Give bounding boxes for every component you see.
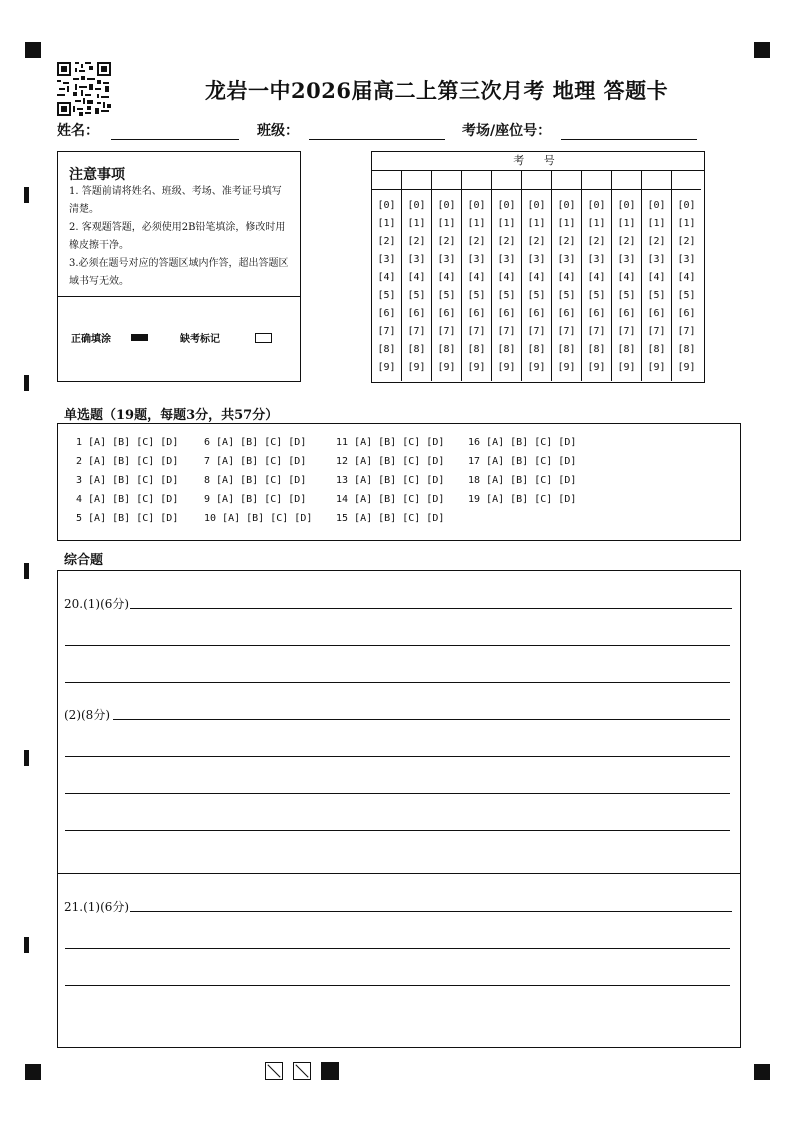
timing-mark <box>24 187 29 203</box>
exam-digit-bubble[interactable]: [6] <box>587 308 606 319</box>
exam-digit-bubble[interactable]: [1] <box>557 218 576 229</box>
exam-digit-bubble[interactable]: [0] <box>377 200 396 211</box>
exam-digit-bubble[interactable]: [7] <box>437 326 456 337</box>
mcq-question-14[interactable]: 14 [A] [B] [C] [D] <box>336 494 445 505</box>
exam-digit-bubble[interactable]: [9] <box>647 362 666 373</box>
exam-number-write-box[interactable] <box>432 171 461 190</box>
comprehensive-answer-area[interactable] <box>57 570 741 1048</box>
exam-digit-bubble[interactable]: [2] <box>617 236 636 247</box>
name-blank[interactable] <box>111 127 239 140</box>
exam-digit-bubble[interactable]: [5] <box>587 290 606 301</box>
exam-digit-bubble[interactable]: [4] <box>467 272 486 283</box>
exam-digit-bubble[interactable]: [9] <box>557 362 576 373</box>
exam-number-column <box>642 171 671 381</box>
exam-digit-bubble[interactable]: [0] <box>527 200 546 211</box>
exam-digit-bubble[interactable]: [3] <box>437 254 456 265</box>
exam-number-write-box[interactable] <box>672 171 701 190</box>
exam-digit-bubble[interactable]: [0] <box>587 200 606 211</box>
exam-digit-bubble[interactable]: [0] <box>467 200 486 211</box>
room-seat-field[interactable] <box>462 120 697 140</box>
mcq-answer-area <box>57 423 741 541</box>
exam-digit-bubble[interactable]: [5] <box>497 290 516 301</box>
mcq-question-12[interactable]: 12 [A] [B] [C] [D] <box>336 456 445 467</box>
exam-number-write-box[interactable] <box>492 171 521 190</box>
answer-line[interactable] <box>65 985 730 986</box>
timing-mark <box>24 937 29 953</box>
exam-digit-bubble[interactable]: [6] <box>407 308 426 319</box>
mcq-question-4[interactable]: 4 [A] [B] [C] [D] <box>76 494 179 505</box>
class-label: 班级： <box>257 123 299 139</box>
exam-digit-bubble[interactable]: [2] <box>527 236 546 247</box>
exam-digit-bubble[interactable]: [6] <box>677 308 696 319</box>
answer-line[interactable] <box>130 608 732 609</box>
name-label: 姓名： <box>57 123 99 139</box>
note-item: 1. 答题前请将姓名、班级、考场、准考证号填写清楚。 <box>69 186 282 215</box>
column-divider <box>401 171 402 381</box>
answer-line[interactable] <box>65 793 730 794</box>
filled-box-icon <box>321 1062 339 1080</box>
correct-fill-label: 正确填涂 <box>71 334 111 345</box>
column-divider <box>551 171 552 381</box>
exam-number-column <box>402 171 431 381</box>
page-title: 龙岩一中2026届高二上第三次月考 地理 答题卡 <box>205 78 669 103</box>
comprehensive-heading: 综合题 <box>64 553 104 568</box>
notes-heading: 注意事项 <box>69 167 125 183</box>
mcq-question-11[interactable]: 11 [A] [B] [C] [D] <box>336 437 445 448</box>
question-20-2-label: (2)(8分) <box>64 708 110 722</box>
exam-digit-bubble[interactable]: [1] <box>407 218 426 229</box>
exam-digit-bubble[interactable]: [8] <box>557 344 576 355</box>
exam-digit-bubble[interactable]: [4] <box>497 272 516 283</box>
exam-digit-bubble[interactable]: [4] <box>377 272 396 283</box>
mcq-question-13[interactable]: 13 [A] [B] [C] [D] <box>336 475 445 486</box>
exam-digit-bubble[interactable]: [3] <box>527 254 546 265</box>
page-marker-boxes <box>265 1062 345 1082</box>
mcq-question-9[interactable]: 9 [A] [B] [C] [D] <box>204 494 307 505</box>
notes-box <box>57 151 301 382</box>
exam-digit-bubble[interactable]: [0] <box>647 200 666 211</box>
exam-number-write-box[interactable] <box>522 171 551 190</box>
exam-digit-bubble[interactable]: [9] <box>497 362 516 373</box>
exam-digit-bubble[interactable]: [4] <box>587 272 606 283</box>
exam-digit-bubble[interactable]: [3] <box>377 254 396 265</box>
exam-digit-bubble[interactable]: [3] <box>677 254 696 265</box>
answer-line[interactable] <box>65 682 730 683</box>
corner-marker-top-right <box>754 42 770 58</box>
answer-line[interactable] <box>65 756 730 757</box>
answer-line[interactable] <box>65 645 730 646</box>
exam-digit-bubble[interactable]: [4] <box>527 272 546 283</box>
corner-marker-top-left <box>25 42 41 58</box>
exam-number-column <box>492 171 521 381</box>
exam-digit-bubble[interactable]: [4] <box>617 272 636 283</box>
mcq-question-3[interactable]: 3 [A] [B] [C] [D] <box>76 475 179 486</box>
exam-number-column <box>582 171 611 381</box>
mcq-question-17[interactable]: 17 [A] [B] [C] [D] <box>468 456 577 467</box>
exam-digit-bubble[interactable]: [1] <box>647 218 666 229</box>
exam-digit-bubble[interactable]: [2] <box>587 236 606 247</box>
exam-digit-bubble[interactable]: [4] <box>677 272 696 283</box>
exam-digit-bubble[interactable]: [4] <box>647 272 666 283</box>
exam-digit-bubble[interactable]: [8] <box>437 344 456 355</box>
exam-digit-bubble[interactable]: [8] <box>407 344 426 355</box>
exam-digit-bubble[interactable]: [9] <box>377 362 396 373</box>
exam-digit-bubble[interactable]: [5] <box>377 290 396 301</box>
column-divider <box>521 171 522 381</box>
exam-digit-bubble[interactable]: [8] <box>497 344 516 355</box>
exam-digit-bubble[interactable]: [1] <box>587 218 606 229</box>
exam-digit-bubble[interactable]: [5] <box>647 290 666 301</box>
exam-number-grid <box>371 151 705 383</box>
exam-digit-bubble[interactable]: [6] <box>467 308 486 319</box>
room-seat-label: 考场/座位号： <box>462 123 552 139</box>
exam-digit-bubble[interactable]: [0] <box>617 200 636 211</box>
exam-digit-bubble[interactable]: [1] <box>617 218 636 229</box>
exam-digit-bubble[interactable]: [6] <box>497 308 516 319</box>
question-21-1-label: 21.(1)(6分) <box>64 900 130 914</box>
exam-digit-bubble[interactable]: [9] <box>677 362 696 373</box>
mcq-question-10[interactable]: 10 [A] [B] [C] [D] <box>204 513 313 524</box>
divider <box>58 873 740 874</box>
exam-digit-bubble[interactable]: [3] <box>647 254 666 265</box>
exam-digit-bubble[interactable]: [9] <box>587 362 606 373</box>
exam-digit-bubble[interactable]: [5] <box>467 290 486 301</box>
exam-digit-bubble[interactable]: [6] <box>647 308 666 319</box>
exam-digit-bubble[interactable]: [3] <box>587 254 606 265</box>
exam-number-write-box[interactable] <box>462 171 491 190</box>
exam-digit-bubble[interactable]: [3] <box>617 254 636 265</box>
exam-digit-bubble[interactable]: [7] <box>467 326 486 337</box>
exam-digit-bubble[interactable]: [4] <box>407 272 426 283</box>
exam-digit-bubble[interactable]: [7] <box>377 326 396 337</box>
mcq-question-16[interactable]: 16 [A] [B] [C] [D] <box>468 437 577 448</box>
exam-digit-bubble[interactable]: [6] <box>527 308 546 319</box>
exam-digit-bubble[interactable]: [0] <box>407 200 426 211</box>
exam-digit-bubble[interactable]: [4] <box>437 272 456 283</box>
exam-digit-bubble[interactable]: [6] <box>617 308 636 319</box>
column-divider <box>641 171 642 381</box>
exam-number-write-box[interactable] <box>402 171 431 190</box>
exam-number-write-box[interactable] <box>372 171 401 190</box>
mcq-question-6[interactable]: 6 [A] [B] [C] [D] <box>204 437 307 448</box>
mcq-question-18[interactable]: 18 [A] [B] [C] [D] <box>468 475 577 486</box>
column-divider <box>671 171 672 381</box>
exam-digit-bubble[interactable]: [8] <box>587 344 606 355</box>
exam-digit-bubble[interactable]: [5] <box>407 290 426 301</box>
exam-digit-bubble[interactable]: [0] <box>497 200 516 211</box>
exam-digit-bubble[interactable]: [7] <box>677 326 696 337</box>
exam-number-column <box>672 171 701 381</box>
qr-code <box>57 62 111 116</box>
exam-digit-bubble[interactable]: [8] <box>647 344 666 355</box>
exam-number-write-box[interactable] <box>642 171 671 190</box>
exam-number-column <box>462 171 491 381</box>
exam-digit-bubble[interactable]: [2] <box>677 236 696 247</box>
exam-number-heading: 考 号 <box>372 152 704 171</box>
absent-mark-label: 缺考标记 <box>180 334 220 345</box>
room-seat-blank[interactable] <box>561 127 697 140</box>
exam-digit-bubble[interactable]: [7] <box>647 326 666 337</box>
exam-digit-bubble[interactable]: [5] <box>617 290 636 301</box>
exam-digit-bubble[interactable]: [2] <box>467 236 486 247</box>
exam-digit-bubble[interactable]: [9] <box>617 362 636 373</box>
mcq-question-8[interactable]: 8 [A] [B] [C] [D] <box>204 475 307 486</box>
column-divider <box>461 171 462 381</box>
exam-number-column <box>372 171 401 381</box>
name-field[interactable] <box>57 120 239 140</box>
column-divider <box>581 171 582 381</box>
note-item: 3.必须在题号对应的答题区域内作答，超出答题区域书写无效。 <box>69 258 289 287</box>
exam-digit-bubble[interactable]: [0] <box>677 200 696 211</box>
correct-fill-sample <box>131 334 148 341</box>
exam-digit-bubble[interactable]: [8] <box>617 344 636 355</box>
exam-digit-bubble[interactable]: [2] <box>647 236 666 247</box>
exam-digit-bubble[interactable]: [8] <box>467 344 486 355</box>
slashed-box-icon <box>265 1062 283 1080</box>
exam-digit-bubble[interactable]: [1] <box>467 218 486 229</box>
exam-number-column <box>432 171 461 381</box>
absent-mark-checkbox[interactable] <box>255 333 272 343</box>
divider <box>58 296 300 297</box>
exam-number-column <box>522 171 551 381</box>
exam-digit-bubble[interactable]: [2] <box>437 236 456 247</box>
class-field[interactable] <box>257 120 445 140</box>
exam-digit-bubble[interactable]: [2] <box>497 236 516 247</box>
exam-number-write-box[interactable] <box>582 171 611 190</box>
mcq-question-2[interactable]: 2 [A] [B] [C] [D] <box>76 456 179 467</box>
exam-digit-bubble[interactable]: [5] <box>677 290 696 301</box>
note-item: 2. 客观题答题，必须使用2B铅笔填涂，修改时用橡皮擦干净。 <box>69 222 286 251</box>
answer-line[interactable] <box>65 830 730 831</box>
exam-number-column <box>552 171 581 381</box>
exam-digit-bubble[interactable]: [6] <box>437 308 456 319</box>
exam-number-column <box>612 171 641 381</box>
exam-digit-bubble[interactable]: [9] <box>437 362 456 373</box>
exam-digit-bubble[interactable]: [3] <box>497 254 516 265</box>
column-divider <box>611 171 612 381</box>
column-divider <box>431 171 432 381</box>
exam-number-write-box[interactable] <box>552 171 581 190</box>
column-divider <box>491 171 492 381</box>
exam-digit-bubble[interactable]: [5] <box>527 290 546 301</box>
exam-digit-bubble[interactable]: [9] <box>467 362 486 373</box>
slashed-box-icon <box>293 1062 311 1080</box>
exam-digit-bubble[interactable]: [2] <box>407 236 426 247</box>
exam-digit-bubble[interactable]: [3] <box>557 254 576 265</box>
exam-digit-bubble[interactable]: [6] <box>377 308 396 319</box>
exam-digit-bubble[interactable]: [1] <box>677 218 696 229</box>
mcq-question-19[interactable]: 19 [A] [B] [C] [D] <box>468 494 577 505</box>
exam-digit-bubble[interactable]: [7] <box>497 326 516 337</box>
exam-digit-bubble[interactable]: [2] <box>377 236 396 247</box>
exam-digit-bubble[interactable]: [1] <box>497 218 516 229</box>
exam-digit-bubble[interactable]: [3] <box>467 254 486 265</box>
exam-digit-bubble[interactable]: [1] <box>527 218 546 229</box>
timing-mark <box>24 375 29 391</box>
exam-digit-bubble[interactable]: [8] <box>527 344 546 355</box>
exam-digit-bubble[interactable]: [0] <box>437 200 456 211</box>
exam-digit-bubble[interactable]: [8] <box>677 344 696 355</box>
mcq-question-5[interactable]: 5 [A] [B] [C] [D] <box>76 513 179 524</box>
corner-marker-bottom-right <box>754 1064 770 1080</box>
mcq-question-15[interactable]: 15 [A] [B] [C] [D] <box>336 513 445 524</box>
exam-digit-bubble[interactable]: [0] <box>557 200 576 211</box>
exam-digit-bubble[interactable]: [5] <box>437 290 456 301</box>
exam-digit-bubble[interactable]: [7] <box>557 326 576 337</box>
mcq-question-1[interactable]: 1 [A] [B] [C] [D] <box>76 437 179 448</box>
exam-digit-bubble[interactable]: [6] <box>557 308 576 319</box>
corner-marker-bottom-left <box>25 1064 41 1080</box>
timing-mark <box>24 563 29 579</box>
exam-digit-bubble[interactable]: [5] <box>557 290 576 301</box>
question-20-1-label: 20.(1)(6分) <box>64 597 130 611</box>
exam-digit-bubble[interactable]: [2] <box>557 236 576 247</box>
exam-digit-bubble[interactable]: [9] <box>527 362 546 373</box>
exam-digit-bubble[interactable]: [7] <box>617 326 636 337</box>
exam-digit-bubble[interactable]: [7] <box>527 326 546 337</box>
exam-digit-bubble[interactable]: [4] <box>557 272 576 283</box>
exam-digit-bubble[interactable]: [8] <box>377 344 396 355</box>
timing-mark <box>24 750 29 766</box>
answer-line[interactable] <box>65 948 730 949</box>
exam-digit-bubble[interactable]: [1] <box>437 218 456 229</box>
exam-digit-bubble[interactable]: [7] <box>407 326 426 337</box>
exam-number-write-box[interactable] <box>612 171 641 190</box>
mcq-question-7[interactable]: 7 [A] [B] [C] [D] <box>204 456 307 467</box>
answer-line[interactable] <box>113 719 730 720</box>
exam-digit-bubble[interactable]: [1] <box>377 218 396 229</box>
exam-digit-bubble[interactable]: [9] <box>407 362 426 373</box>
answer-line[interactable] <box>130 911 732 912</box>
exam-digit-bubble[interactable]: [3] <box>407 254 426 265</box>
exam-digit-bubble[interactable]: [7] <box>587 326 606 337</box>
class-blank[interactable] <box>309 127 445 140</box>
mcq-heading: 单选题（19题，每题3分，共57分） <box>64 408 279 423</box>
